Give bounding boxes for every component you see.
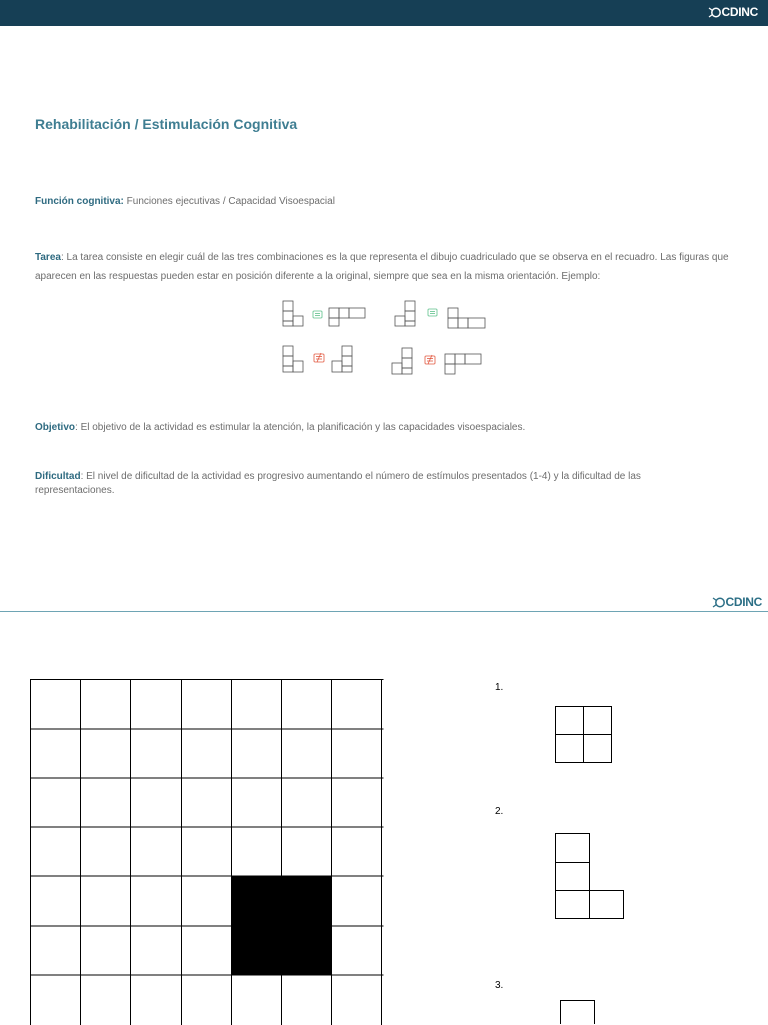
funcion-cognitiva-paragraph [35, 192, 735, 211]
example-figure-original-4 [392, 348, 412, 374]
equal-icon [428, 309, 437, 316]
not-equal-icon [425, 355, 435, 364]
brain-logo-icon [712, 596, 726, 609]
dificultad-text: : El nivel de dificultad de la actividad es progresivo aumentando el número de estímulos presentados (1-4) y la dificultad de las representaciones. [35, 471, 641, 496]
example-figure-answer-4 [445, 354, 481, 374]
example-figure-original-1 [283, 301, 303, 326]
option-figure-3[interactable] [560, 1000, 596, 1024]
option-number-2: 2. [495, 806, 504, 817]
example-figure-answer-2 [448, 308, 485, 328]
example-figure-answer-3 [332, 346, 352, 372]
brain-logo-icon [708, 6, 722, 19]
option-number-3: 3. [495, 980, 504, 991]
example-figure-answer-1 [329, 308, 365, 326]
example-figure-original-3 [283, 346, 303, 372]
tarea-label: Tarea [35, 252, 61, 263]
objetivo-text: : El objetivo de la actividad es estimular la atención, la planificación y las capacidades visoespaciales. [75, 422, 526, 433]
tarea-text: : La tarea consiste en elegir cuál de las tres combinaciones es la que representa el dibujo cuadriculado que se observa en el recuadro. Las figuras que aparecen en las respuestas pueden estar en posición diferente a la original, siempre que sea en la misma orientación. Ejemplo: [35, 252, 729, 282]
option-figure-1[interactable] [555, 706, 613, 764]
not-equal-icon [314, 353, 324, 362]
funcion-cognitiva-label: Función cognitiva: [35, 196, 124, 207]
objetivo-paragraph [35, 418, 735, 437]
example-figure-original-2 [395, 301, 415, 326]
section-divider [0, 611, 768, 612]
page-logo [712, 595, 763, 609]
equal-icon [313, 311, 322, 318]
option-figure-2[interactable] [555, 833, 625, 920]
tarea-paragraph [35, 248, 735, 286]
logo-text: CDINC [725, 595, 762, 609]
grid-filled-block [231, 876, 331, 975]
dificultad-paragraph [35, 470, 695, 498]
objetivo-label: Objetivo [35, 422, 76, 433]
header-logo [708, 5, 759, 19]
exercise-grid [30, 679, 384, 1025]
funcion-cognitiva-text: Funciones ejecutivas / Capacidad Visoespacial [123, 196, 335, 207]
dificultad-label: Dificultad [35, 471, 81, 482]
option-number-1: 1. [495, 682, 504, 693]
example-figures [270, 296, 500, 378]
header-bar [0, 0, 768, 26]
logo-text: CDINC [721, 5, 758, 19]
page-title: Rehabilitación / Estimulación Cognitiva [35, 116, 298, 132]
